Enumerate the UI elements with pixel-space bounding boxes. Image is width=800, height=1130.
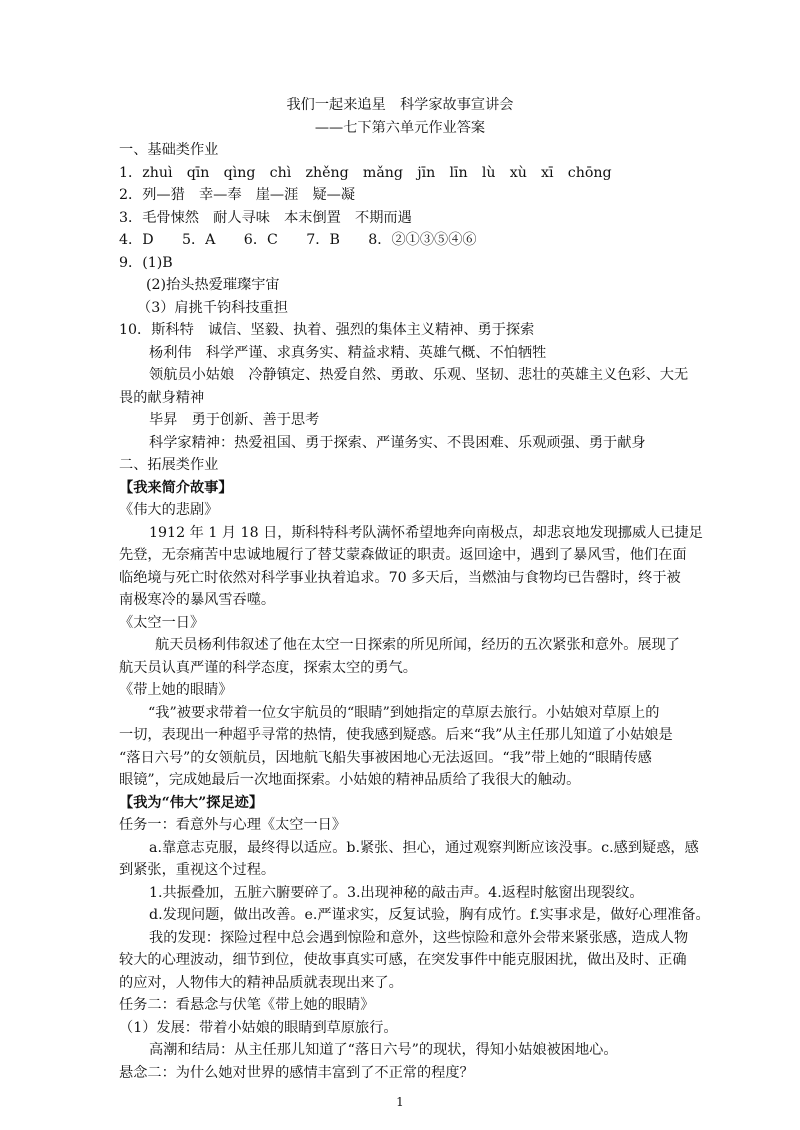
task-1-line: 1.共振叠加，五脏六腑要碎了。3.出现神秘的敲击声。4.返程时舷窗出现裂纹。	[149, 885, 644, 901]
story-her-eyes-line: “我”被要求带着一位女宇航员的“眼睛”到她指定的草原去旅行。小姑娘对草原上的	[148, 705, 660, 721]
story-tragedy-line: 南极寒冷的暴风雪吞噬。	[119, 592, 276, 608]
task-2-line: 悬念二：为什么她对世界的感情丰富到了不正常的程度？	[119, 1065, 474, 1081]
answer-10-navigator: 领航员小姑娘 冷静镇定、热爱自然、勇敢、乐观、坚韧、悲壮的英雄主义色彩、大无	[149, 367, 689, 383]
answer-10-scientist-spirit: 科学家精神：热爱祖国、勇于探索、严谨务实、不畏困难、乐观顽强、勇于献身	[149, 435, 646, 451]
section-heading-basic: 一、基础类作业	[119, 142, 219, 158]
task-1-line: 我的发现：探险过程中总会遇到惊险和意外，这些惊险和意外会带来紧张感，造成人物	[149, 930, 689, 946]
story-tragedy-line: 先登，无奈痛苦中忠诚地履行了替艾蒙森做证的职责。返回途中，遇到了暴风雪，他们在面	[119, 547, 687, 563]
story-her-eyes-line: 一切，表现出一种超乎寻常的热情，使我感到疑惑。后来“我”从主任那儿知道了小姑娘是	[119, 727, 673, 743]
story-her-eyes-line: 眼镜”，完成她最后一次地面探索。小姑娘的精神品质给了我很大的触动。	[119, 772, 581, 788]
answer-10-yang: 杨利伟 科学严谨、求真务实、精益求精、英雄气概、不怕牺牲	[149, 345, 547, 361]
task-1-line: 的应对，人物伟大的精神品质就表现出来了。	[119, 975, 403, 991]
story-space-day-line: 航天员认真严谨的科学态度，探索太空的勇气。	[119, 660, 417, 676]
task-1-line: d.发现问题，做出改善。e.严谨求实，反复试验，胸有成竹。f.实事求是，做好心理准备。	[149, 907, 710, 923]
task-2-heading: 任务二：看悬念与伏笔《带上她的眼睛》	[119, 997, 375, 1013]
page-title: 我们一起来追星 科学家故事宣讲会	[286, 97, 514, 113]
story-tragedy-line: 1912 年 1 月 18 日，斯科特科考队满怀希望地奔向南极点，却悲哀地发现挪威人已捷足	[149, 525, 703, 541]
tag-greatness-footprints: 【我为“伟大”探足迹】	[119, 795, 264, 811]
answer-1: 1．zhuì qīn qìng chì zhěng mǎng jīn līn lù xù xī chōng	[119, 165, 612, 181]
answer-9-3: （3）肩挑千钧科技重担	[137, 300, 288, 316]
answer-10-bisheng: 毕昇 勇于创新、善于思考	[149, 412, 320, 428]
story-title-space-day: 《太空一日》	[119, 615, 205, 631]
task-1-line: a.靠意志克服，最终得以适应。b.紧张、担心，通过观察判断应该没事。c.感到疑惑，感	[149, 840, 699, 856]
story-space-day-line: 航天员杨利伟叙述了他在太空一日探索的所见所闻，经历的五次紧张和意外。展现了	[155, 637, 680, 653]
task-2-line: （1）发展：带着小姑娘的眼睛到草原旅行。	[119, 1020, 398, 1036]
answer-3: 3．毛骨悚然 耐人寻味 本末倒置 不期而遇	[119, 210, 412, 226]
page-number: 1	[396, 1095, 404, 1109]
task-1-line: 较大的心理波动，细节到位，使故事真实可感，在突发事件中能克服困扰，做出及时、正确	[119, 952, 687, 968]
task-2-line: 高潮和结局：从主任那儿知道了“落日六号”的现状，得知小姑娘被困地心。	[149, 1042, 618, 1058]
answer-10-scott: 10．斯科特 诚信、坚毅、执着、强烈的集体主义精神、勇于探索	[119, 322, 535, 338]
story-title-her-eyes: 《带上她的眼睛》	[119, 682, 233, 698]
story-title-tragedy: 《伟大的悲剧》	[119, 502, 219, 518]
task-1-heading: 任务一：看意外与心理《太空一日》	[119, 817, 347, 833]
tag-story-intro: 【我来简介故事】	[119, 480, 233, 496]
section-heading-extension: 二、拓展类作业	[119, 457, 219, 473]
story-her-eyes-line: “落日六号”的女领航员，因地航飞船失事被困地心无法返回。“我”带上她的“眼睛传感	[119, 750, 652, 766]
answer-9-1: 9．(1)B	[119, 255, 173, 271]
page-subtitle: ——七下第六单元作业答案	[314, 120, 486, 136]
answer-4-8: 4．D 5．A 6．C 7．B 8．②①③⑤④⑥	[119, 232, 477, 248]
task-1-line: 到紧张，重视这个过程。	[119, 862, 276, 878]
story-tragedy-line: 临绝境与死亡时依然对科学事业执着追求。70 多天后，当燃油与食物均已告罄时，终于被	[119, 570, 681, 586]
answer-2: 2．列—猎 幸—奉 崖—涯 疑—凝	[119, 187, 356, 203]
answer-10-navigator-cont: 畏的献身精神	[119, 390, 205, 406]
answer-9-2: (2)抬头热爱璀璨宇宙	[146, 277, 280, 293]
